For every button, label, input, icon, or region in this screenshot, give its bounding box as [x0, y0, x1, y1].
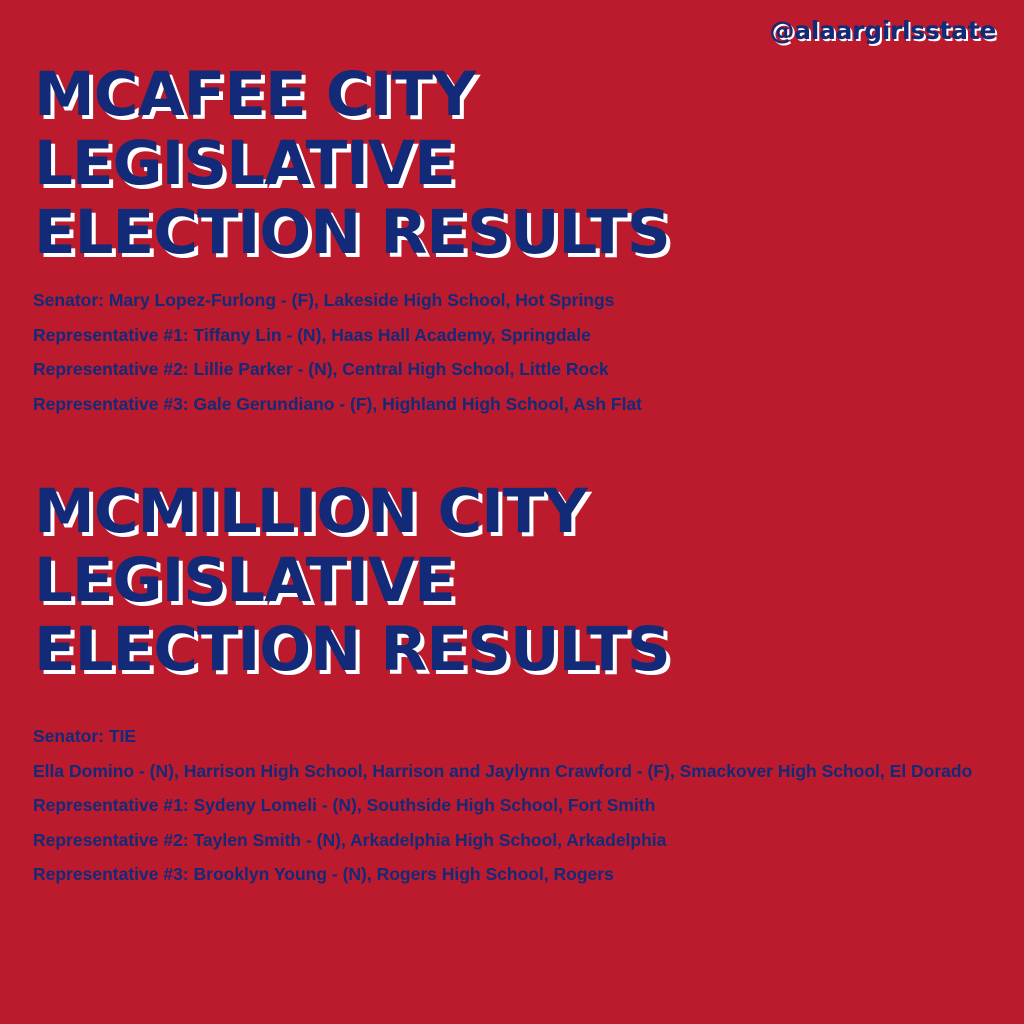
- result-representative-1: Representative #1: Tiffany Lin - (N), Haas Hall Academy, Springdale: [33, 324, 591, 345]
- result-representative-1: Representative #1: Sydeny Lomeli - (N), Southside High School, Fort Smith: [33, 795, 656, 815]
- mcmillion-city-heading: [34, 477, 670, 684]
- result-representative-2: Representative #2: Lillie Parker - (N), Central High School, Little Rock: [33, 359, 609, 379]
- result-senator-tie-candidates: Ella Domino - (N), Harrison High School, Harrison and Jaylynn Crawford - (F), Smackover High School, El Dorado: [33, 760, 973, 781]
- result-senator: Senator: Mary Lopez-Furlong - (F), Lakeside High School, Hot Springs: [33, 290, 615, 310]
- heading-line: MCMILLION CITY: [34, 476, 587, 547]
- heading-line: MCAFEE CITY: [34, 59, 476, 130]
- result-representative-3: Representative #3: Gale Gerundiano - (F), Highland High School, Ash Flat: [33, 393, 643, 414]
- mcafee-city-heading: [34, 60, 670, 267]
- heading-line: LEGISLATIVE: [34, 128, 455, 199]
- result-representative-2: Representative #2: Taylen Smith - (N), Arkadelphia High School, Arkadelphia: [33, 829, 667, 850]
- heading-line: ELECTION RESULTS: [34, 197, 670, 268]
- mcmillion-city-results-list: [33, 719, 984, 892]
- mcafee-city-results-list: [33, 283, 984, 421]
- social-handle: @alaargirlsstate: [769, 16, 996, 45]
- result-representative-3: Representative #3: Brooklyn Young - (N), Rogers High School, Rogers: [33, 864, 614, 884]
- heading-line: LEGISLATIVE: [34, 545, 455, 616]
- heading-line: ELECTION RESULTS: [34, 614, 670, 685]
- result-senator: Senator: TIE: [33, 726, 137, 746]
